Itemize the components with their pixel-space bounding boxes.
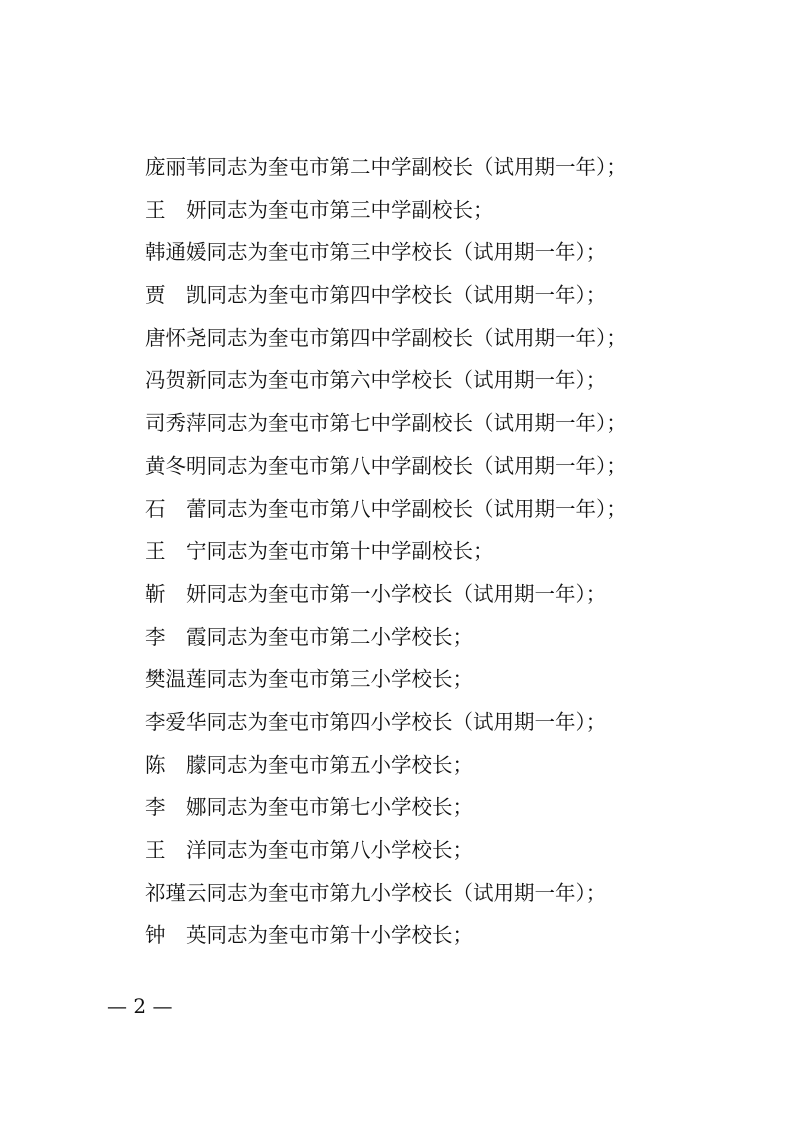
appointment-line: [145, 744, 765, 787]
appointment-line: [145, 573, 765, 616]
appointment-text: 同志为奎屯市第八中学副校长（试用期一年）；: [206, 453, 627, 478]
appointment-line: [145, 146, 765, 189]
person-name: 李 娜: [145, 795, 207, 820]
appointment-text: 同志为奎屯市第七小学校长；: [206, 795, 473, 820]
person-name: 贾 凯: [145, 283, 207, 308]
appointment-text: 同志为奎屯市第四中学副校长（试用期一年）；: [206, 325, 627, 350]
person-name: 樊温莲: [145, 667, 207, 692]
appointment-text: 同志为奎屯市第三中学副校长；: [206, 197, 494, 222]
appointment-line: [145, 658, 765, 701]
appointment-text: 同志为奎屯市第四小学校长（试用期一年）；: [206, 709, 607, 734]
appointment-line: [145, 914, 765, 957]
person-name: 李爱华: [145, 709, 207, 734]
appointment-text: 同志为奎屯市第八小学校长；: [206, 838, 473, 862]
appointment-line: [145, 786, 765, 829]
person-name: 庞丽苇: [145, 155, 207, 179]
appointment-text: 同志为奎屯市第十中学副校长；: [206, 539, 494, 564]
appointment-list: [145, 146, 765, 957]
appointment-line: [145, 616, 765, 659]
appointment-text: 同志为奎屯市第五小学校长；: [206, 752, 473, 777]
person-name: 祁瑾云: [145, 880, 207, 905]
person-name: 唐怀尧: [145, 325, 207, 350]
appointment-text: 同志为奎屯市第七中学副校长（试用期一年）；: [206, 411, 627, 436]
appointment-text: 同志为奎屯市第二中学副校长（试用期一年）；: [206, 155, 627, 179]
person-name: 李 霞: [145, 624, 207, 649]
appointment-line: [145, 530, 765, 573]
person-name: 靳 妍: [145, 581, 207, 606]
appointment-line: [145, 402, 765, 445]
person-name: 王 洋: [145, 838, 207, 862]
person-name: 司秀萍: [145, 411, 207, 436]
appointment-text: 同志为奎屯市第四中学校长（试用期一年）；: [206, 283, 607, 308]
appointment-line: [145, 445, 765, 488]
appointment-text: 同志为奎屯市第九小学校长（试用期一年）；: [206, 880, 607, 905]
person-name: 石 蕾: [145, 496, 207, 521]
person-name: 王 妍: [145, 197, 207, 222]
appointment-line: [145, 701, 765, 744]
appointment-text: 同志为奎屯市第十小学校长；: [206, 923, 473, 948]
appointment-line: [145, 231, 765, 274]
person-name: 陈 朦: [145, 752, 207, 777]
appointment-line: [145, 189, 765, 232]
appointment-line: [145, 359, 765, 402]
appointment-line: [145, 488, 765, 531]
appointment-text: 同志为奎屯市第六中学校长（试用期一年）；: [206, 368, 607, 393]
page-number: — 2 —: [107, 994, 173, 1018]
person-name: 钟 英: [145, 923, 207, 948]
person-name: 冯贺新: [145, 368, 207, 393]
appointment-line: [145, 829, 765, 872]
appointment-text: 同志为奎屯市第八中学副校长（试用期一年）；: [206, 496, 627, 521]
appointment-text: 同志为奎屯市第三中学校长（试用期一年）；: [206, 240, 607, 265]
appointment-line: [145, 274, 765, 317]
appointment-line: [145, 317, 765, 360]
person-name: 韩通媛: [145, 240, 207, 265]
person-name: 黄冬明: [145, 453, 207, 478]
appointment-text: 同志为奎屯市第三小学校长；: [206, 667, 473, 692]
appointment-line: [145, 872, 765, 915]
appointment-text: 同志为奎屯市第二小学校长；: [206, 624, 473, 649]
appointment-text: 同志为奎屯市第一小学校长（试用期一年）；: [206, 581, 607, 606]
person-name: 王 宁: [145, 539, 207, 564]
